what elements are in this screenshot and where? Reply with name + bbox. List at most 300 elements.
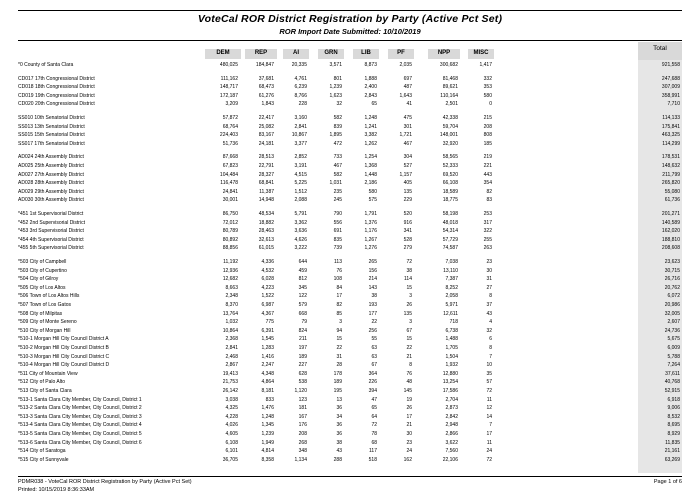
ai-cell: 824: [298, 327, 307, 334]
dem-cell: 36,705: [222, 456, 238, 463]
ai-cell: 10,867: [291, 132, 307, 139]
lib-cell: 63: [371, 353, 377, 360]
pf-cell: 162: [403, 456, 412, 463]
ai-cell: 3,377: [294, 140, 307, 147]
total-cell: 11,835: [665, 439, 680, 446]
grn-cell: 178: [333, 370, 342, 377]
lib-cell: 265: [368, 259, 377, 265]
rep-cell: 6,391: [261, 327, 274, 334]
dem-cell: 4,228: [225, 413, 238, 420]
npp-cell: 12,611: [443, 310, 458, 317]
report-title: VoteCal ROR District Registration by Party (Active Pct Set): [197, 13, 503, 25]
misc-cell: 35: [486, 370, 492, 377]
misc-cell: 27: [486, 284, 492, 291]
pf-cell: 41: [406, 101, 412, 108]
lib-cell: 1,241: [364, 123, 377, 130]
dem-cell: 6,101: [225, 448, 238, 455]
ai-column-header: AI: [293, 50, 299, 56]
row-label: AD028 28th Assembly District: [18, 180, 84, 187]
grn-cell: 835: [333, 236, 342, 243]
ai-cell: 189: [298, 353, 307, 360]
grn-cell: 3,571: [329, 62, 342, 68]
lib-cell: 1,176: [364, 228, 377, 235]
total-cell: 52,915: [664, 388, 680, 394]
pf-cell: 475: [403, 115, 412, 121]
npp-cell: 81,468: [442, 75, 458, 82]
misc-cell: 1,417: [479, 62, 492, 68]
lib-cell: 177: [368, 310, 377, 317]
rep-cell: 83,167: [258, 132, 274, 139]
lib-cell: 1,376: [364, 219, 377, 226]
lib-cell: 575: [368, 197, 377, 204]
dem-cell: 2,348: [225, 293, 238, 300]
npp-cell: 7,387: [445, 276, 458, 283]
pf-cell: 24: [406, 448, 412, 455]
row-label: *513-3 Santa Clara City Member, City Council, District 3: [18, 413, 142, 420]
dem-cell: 87,668: [222, 154, 238, 161]
misc-cell: 4: [489, 319, 492, 326]
npp-cell: 13,110: [443, 267, 458, 274]
ai-cell: 4,626: [294, 236, 307, 243]
table-row: [0, 114, 700, 122]
dem-cell: 2,368: [225, 336, 238, 343]
table-row: [0, 439, 700, 447]
rep-cell: 8,181: [261, 388, 274, 394]
row-label: *515 City of Sunnyvale: [18, 456, 69, 463]
lib-cell: 55: [371, 336, 377, 343]
pf-cell: 527: [403, 163, 412, 169]
grn-cell: 84: [336, 284, 342, 291]
grn-cell: 288: [333, 456, 342, 463]
rep-cell: 1,416: [261, 353, 274, 360]
total-cell: 8,532: [667, 413, 680, 420]
misc-cell: 17: [486, 431, 492, 437]
pf-cell: 304: [403, 154, 412, 161]
pf-cell: 38: [406, 267, 412, 274]
total-cell: 61,736: [664, 197, 680, 204]
rep-cell: 1,522: [261, 293, 274, 300]
pf-cell: 279: [403, 245, 412, 252]
misc-cell: 10: [486, 362, 492, 369]
lib-cell: 226: [368, 379, 377, 386]
row-label: *451 1st Supervisorial District: [18, 211, 84, 217]
total-cell: 40,768: [664, 379, 680, 386]
total-cell: 7,710: [667, 101, 680, 108]
npp-cell: 8,252: [445, 284, 458, 291]
row-label: *0 County of Santa Clara: [18, 62, 74, 68]
total-cell: 37,611: [665, 370, 680, 377]
report-subtitle: ROR Import Date Submitted: 10/10/2019: [279, 27, 421, 36]
table-row: [0, 344, 700, 352]
npp-cell: 2,058: [445, 293, 458, 300]
footer-report-name: PDMR038 - VoteCal ROR District Registration by Party (Active Pct Set): [18, 479, 192, 485]
misc-cell: 72: [486, 388, 492, 394]
row-label: SS013 13th Senatorial District: [18, 123, 85, 130]
rep-cell: 32,613: [258, 236, 274, 243]
pf-cell: 3: [409, 293, 412, 300]
pf-cell: 487: [403, 84, 412, 91]
row-label: *504 City of Gilroy: [18, 276, 59, 283]
header-rule: [18, 40, 682, 41]
dem-cell: 80,789: [222, 228, 238, 235]
misc-cell: 443: [483, 171, 492, 178]
npp-cell: 2,873: [445, 405, 458, 412]
ai-cell: 3,160: [294, 115, 307, 121]
lib-cell: 8,873: [364, 62, 377, 68]
grn-cell: 38: [336, 439, 342, 446]
lib-cell: 47: [371, 396, 377, 403]
table-row: [0, 327, 700, 335]
misc-cell: 11: [486, 396, 492, 403]
dem-cell: 72,012: [222, 219, 238, 226]
ai-cell: 123: [298, 396, 307, 403]
lib-cell: 2,186: [364, 180, 377, 187]
misc-cell: 0: [489, 101, 492, 108]
misc-cell: 255: [483, 236, 492, 243]
total-cell: 201,271: [661, 211, 680, 217]
rep-cell: 4,814: [261, 448, 274, 455]
table-row: [0, 131, 700, 139]
dem-cell: 12,936: [222, 267, 238, 274]
npp-cell: 52,333: [442, 163, 458, 169]
dem-cell: 80,892: [222, 236, 238, 243]
grn-cell: 94: [336, 327, 342, 334]
misc-cell: 11: [486, 439, 492, 446]
dem-cell: 4,605: [225, 431, 238, 437]
ai-cell: 3,636: [294, 228, 307, 235]
row-label: SS010 10th Senatorial District: [18, 115, 85, 121]
dem-cell: 480,025: [219, 62, 238, 68]
grn-cell: 1,895: [329, 132, 342, 139]
row-label: *503 City of Campbell: [18, 259, 67, 265]
ai-cell: 79: [301, 319, 307, 326]
row-label: *453 3rd Supervisorial District: [18, 228, 84, 235]
misc-cell: 221: [483, 163, 492, 169]
ai-cell: 3,362: [294, 219, 307, 226]
row-label: CD020 20th Congressional District: [18, 101, 95, 108]
misc-cell: 31: [486, 276, 492, 283]
row-label: AD030 30th Assembly District: [18, 197, 84, 204]
npp-cell: 2,842: [445, 413, 458, 420]
grn-cell: 22: [336, 345, 342, 351]
npp-cell: 718: [449, 319, 458, 326]
dem-cell: 21,753: [222, 379, 238, 386]
lib-cell: 193: [368, 302, 377, 308]
rep-cell: 11,387: [259, 188, 274, 195]
row-label: *513-4 Santa Clara City Member, City Council, District 4: [18, 422, 142, 429]
total-cell: 178,531: [661, 154, 680, 161]
npp-cell: 18,589: [442, 188, 458, 195]
table-row: [0, 236, 700, 244]
row-label: AD025 25th Assembly District: [18, 163, 84, 169]
table-row: [0, 179, 700, 187]
rep-cell: 68,473: [258, 84, 274, 91]
npp-cell: 6,738: [445, 327, 458, 334]
lib-cell: 2,843: [364, 92, 377, 99]
grn-cell: 13: [336, 396, 342, 403]
ai-cell: 122: [298, 293, 307, 300]
misc-cell: 23: [486, 259, 492, 265]
dem-cell: 26,142: [222, 388, 238, 394]
table-row: [0, 92, 700, 100]
rep-cell: 1,248: [261, 413, 274, 420]
row-label: CD018 18th Congressional District: [18, 84, 95, 91]
ai-cell: 20,335: [291, 62, 307, 68]
pf-cell: 916: [403, 219, 412, 226]
lib-cell: 67: [371, 362, 377, 369]
pf-cell: 135: [403, 310, 412, 317]
table-row: [0, 61, 700, 69]
table-row: [0, 244, 700, 252]
table-row: [0, 258, 700, 266]
ai-cell: 1,134: [294, 456, 307, 463]
dem-cell: 6,108: [225, 439, 238, 446]
table-row: [0, 447, 700, 455]
total-cell: 30,715: [664, 267, 680, 274]
total-cell: 188,810: [661, 236, 680, 243]
grn-cell: 189: [333, 379, 342, 386]
rep-cell: 833: [265, 396, 274, 403]
total-cell: 5,788: [667, 353, 680, 360]
lib-cell: 78: [371, 431, 377, 437]
rep-cell: 775: [265, 319, 274, 326]
misc-cell: 7: [489, 353, 492, 360]
pf-cell: 528: [403, 236, 412, 243]
rep-cell: 4,223: [261, 284, 274, 291]
dem-cell: 19,413: [222, 370, 238, 377]
rep-cell: 28,513: [258, 154, 274, 161]
pf-cell: 48: [406, 379, 412, 386]
lib-cell: 364: [368, 370, 377, 377]
row-label: *454 4th Supervisorial District: [18, 236, 84, 243]
rep-column-header: REP: [254, 50, 268, 56]
dem-cell: 3,038: [225, 396, 238, 403]
misc-cell: 37: [486, 302, 492, 308]
lib-cell: 1,448: [364, 171, 377, 178]
pf-cell: 67: [406, 327, 412, 334]
pf-cell: 21: [406, 422, 412, 429]
grn-cell: 3: [339, 319, 342, 326]
total-cell: 26,716: [664, 276, 680, 283]
npp-cell: 74,587: [442, 245, 458, 252]
misc-cell: 185: [483, 140, 492, 147]
ai-cell: 2,088: [294, 197, 307, 204]
pf-cell: 3: [409, 319, 412, 326]
dem-cell: 13,764: [222, 310, 238, 317]
lib-cell: 143: [368, 284, 377, 291]
dem-cell: 1,032: [225, 319, 238, 326]
misc-cell: 8: [489, 293, 492, 300]
lib-cell: 2,400: [364, 84, 377, 91]
dem-cell: 8,663: [225, 284, 238, 291]
npp-cell: 12,880: [442, 370, 458, 377]
total-cell: 23,623: [664, 259, 680, 265]
row-label: *514 City of Saratoga: [18, 448, 66, 455]
lib-cell: 1,262: [364, 140, 377, 147]
table-row: [0, 188, 700, 196]
npp-cell: 17,586: [442, 388, 458, 394]
ai-cell: 197: [298, 345, 307, 351]
misc-cell: 8: [489, 345, 492, 351]
misc-cell: 72: [486, 456, 492, 463]
total-cell: 8,695: [667, 422, 680, 429]
ai-cell: 5,225: [294, 180, 307, 187]
grn-cell: 108: [333, 276, 342, 283]
pf-cell: 76: [406, 370, 412, 377]
dem-cell: 104,484: [219, 171, 238, 178]
grn-cell: 801: [333, 75, 342, 82]
total-cell: 20,762: [664, 284, 680, 291]
ai-cell: 812: [298, 276, 307, 283]
total-cell: 21,161: [664, 448, 680, 455]
rep-cell: 4,336: [261, 259, 274, 265]
table-row: [0, 318, 700, 326]
total-cell: 114,299: [662, 140, 680, 147]
ai-cell: 3,191: [294, 163, 307, 169]
ai-cell: 1,512: [294, 188, 307, 195]
pf-cell: 229: [403, 197, 412, 204]
total-cell: 148,632: [661, 163, 680, 169]
table-row: [0, 75, 700, 83]
npp-cell: 1,705: [445, 345, 458, 351]
total-cell: 247,688: [661, 75, 680, 82]
misc-cell: 808: [483, 132, 492, 139]
pf-cell: 72: [406, 259, 412, 265]
table-row: [0, 335, 700, 343]
grn-cell: 15: [336, 336, 342, 343]
table-row: [0, 361, 700, 369]
dem-cell: 11,192: [223, 259, 238, 265]
rep-cell: 1,545: [261, 336, 274, 343]
lib-cell: 3,382: [364, 132, 377, 139]
grn-cell: 1,239: [329, 84, 342, 91]
npp-cell: 58,565: [442, 154, 458, 161]
misc-cell: 219: [483, 154, 492, 161]
total-cell: 162,020: [661, 228, 680, 235]
lib-cell: 214: [368, 276, 377, 283]
pf-cell: 23: [406, 439, 412, 446]
grn-cell: 82: [336, 302, 342, 308]
pf-cell: 30: [406, 431, 412, 437]
lib-cell: 1,276: [364, 245, 377, 252]
rep-cell: 1,949: [261, 439, 274, 446]
lib-cell: 68: [371, 439, 377, 446]
total-column-header: Total: [653, 45, 667, 52]
row-label: AD029 29th Assembly District: [18, 188, 84, 195]
pf-cell: 17: [406, 413, 412, 420]
npp-cell: 2,501: [445, 101, 458, 108]
row-label: *511 City of Mountain View: [18, 370, 78, 377]
total-cell: 20,986: [664, 302, 680, 308]
misc-cell: 332: [483, 75, 492, 82]
rep-cell: 1,843: [261, 101, 274, 108]
ai-cell: 2,841: [294, 123, 307, 130]
row-label: *513 City of Santa Clara: [18, 388, 72, 394]
row-label: SS015 15th Senatorial District: [18, 132, 85, 139]
total-cell: 8,929: [667, 431, 680, 437]
grn-cell: 467: [333, 163, 342, 169]
grn-cell: 195: [333, 388, 342, 394]
row-label: *510 City of Morgan Hill: [18, 327, 71, 334]
total-cell: 5,675: [667, 336, 680, 343]
total-cell: 140,589: [661, 219, 680, 226]
pf-cell: 1,157: [399, 171, 412, 178]
npp-cell: 2,866: [445, 431, 458, 437]
lib-cell: 1,888: [364, 75, 377, 82]
dem-cell: 2,867: [225, 362, 238, 369]
grn-cell: 245: [333, 197, 342, 204]
row-label: *513-5 Santa Clara City Member, City Council, District 5: [18, 431, 142, 437]
dem-cell: 57,872: [222, 115, 238, 121]
grn-cell: 1,031: [329, 180, 342, 187]
total-cell: 55,080: [664, 188, 680, 195]
npp-cell: 7,038: [445, 259, 458, 265]
total-cell: 6,009: [667, 345, 680, 351]
npp-cell: 32,920: [442, 140, 458, 147]
ai-cell: 4,761: [294, 75, 307, 82]
row-label: *510-3 Morgan Hill City Council District C: [18, 353, 110, 360]
row-label: *513-1 Santa Clara City Member, City Council, District 1: [18, 396, 142, 403]
table-row: [0, 284, 700, 292]
ai-cell: 181: [298, 405, 307, 412]
row-label: *503 City of Cupertino: [18, 267, 67, 274]
pf-cell: 697: [403, 75, 412, 82]
dem-cell: 224,403: [219, 132, 238, 139]
top-rule: [18, 10, 682, 11]
grn-cell: 790: [333, 211, 342, 217]
npp-cell: 3,622: [445, 439, 458, 446]
lib-cell: 64: [371, 413, 377, 420]
pf-cell: 341: [403, 228, 412, 235]
rep-cell: 28,327: [258, 171, 274, 178]
row-label: *506 Town of Los Altos Hills: [18, 293, 80, 300]
grn-cell: 235: [333, 188, 342, 195]
row-label: CD017 17th Congressional District: [18, 75, 95, 82]
rep-cell: 18,882: [258, 219, 274, 226]
ai-cell: 227: [298, 362, 307, 369]
lib-column-header: LIB: [361, 50, 371, 56]
dem-cell: 51,736: [222, 140, 238, 147]
misc-cell: 215: [483, 115, 492, 121]
total-cell: 175,841: [661, 123, 680, 130]
ai-cell: 211: [299, 336, 307, 343]
row-label: *508 City of Milpitas: [18, 310, 63, 317]
total-cell: 307,009: [661, 84, 680, 91]
grn-cell: 76: [336, 267, 342, 274]
misc-cell: 6: [489, 336, 492, 343]
table-row: [0, 123, 700, 131]
dem-cell: 67,823: [222, 163, 238, 169]
rep-cell: 48,534: [258, 211, 274, 217]
rep-cell: 22,417: [258, 115, 274, 121]
pf-cell: 26: [406, 405, 412, 412]
npp-cell: 66,108: [442, 180, 458, 187]
npp-cell: 18,775: [442, 197, 458, 204]
table-row: [0, 219, 700, 227]
npp-cell: 48,018: [442, 219, 458, 226]
grn-cell: 839: [333, 123, 342, 130]
dem-column-header: DEM: [216, 50, 230, 56]
rep-cell: 4,348: [261, 370, 274, 377]
table-row: [0, 430, 700, 438]
pf-cell: 15: [406, 336, 412, 343]
table-row: [0, 83, 700, 91]
dem-cell: 4,325: [225, 405, 238, 412]
misc-cell: 322: [483, 228, 492, 235]
ai-cell: 579: [298, 302, 307, 308]
npp-cell: 1,932: [445, 362, 458, 369]
dem-cell: 116,478: [220, 180, 238, 187]
